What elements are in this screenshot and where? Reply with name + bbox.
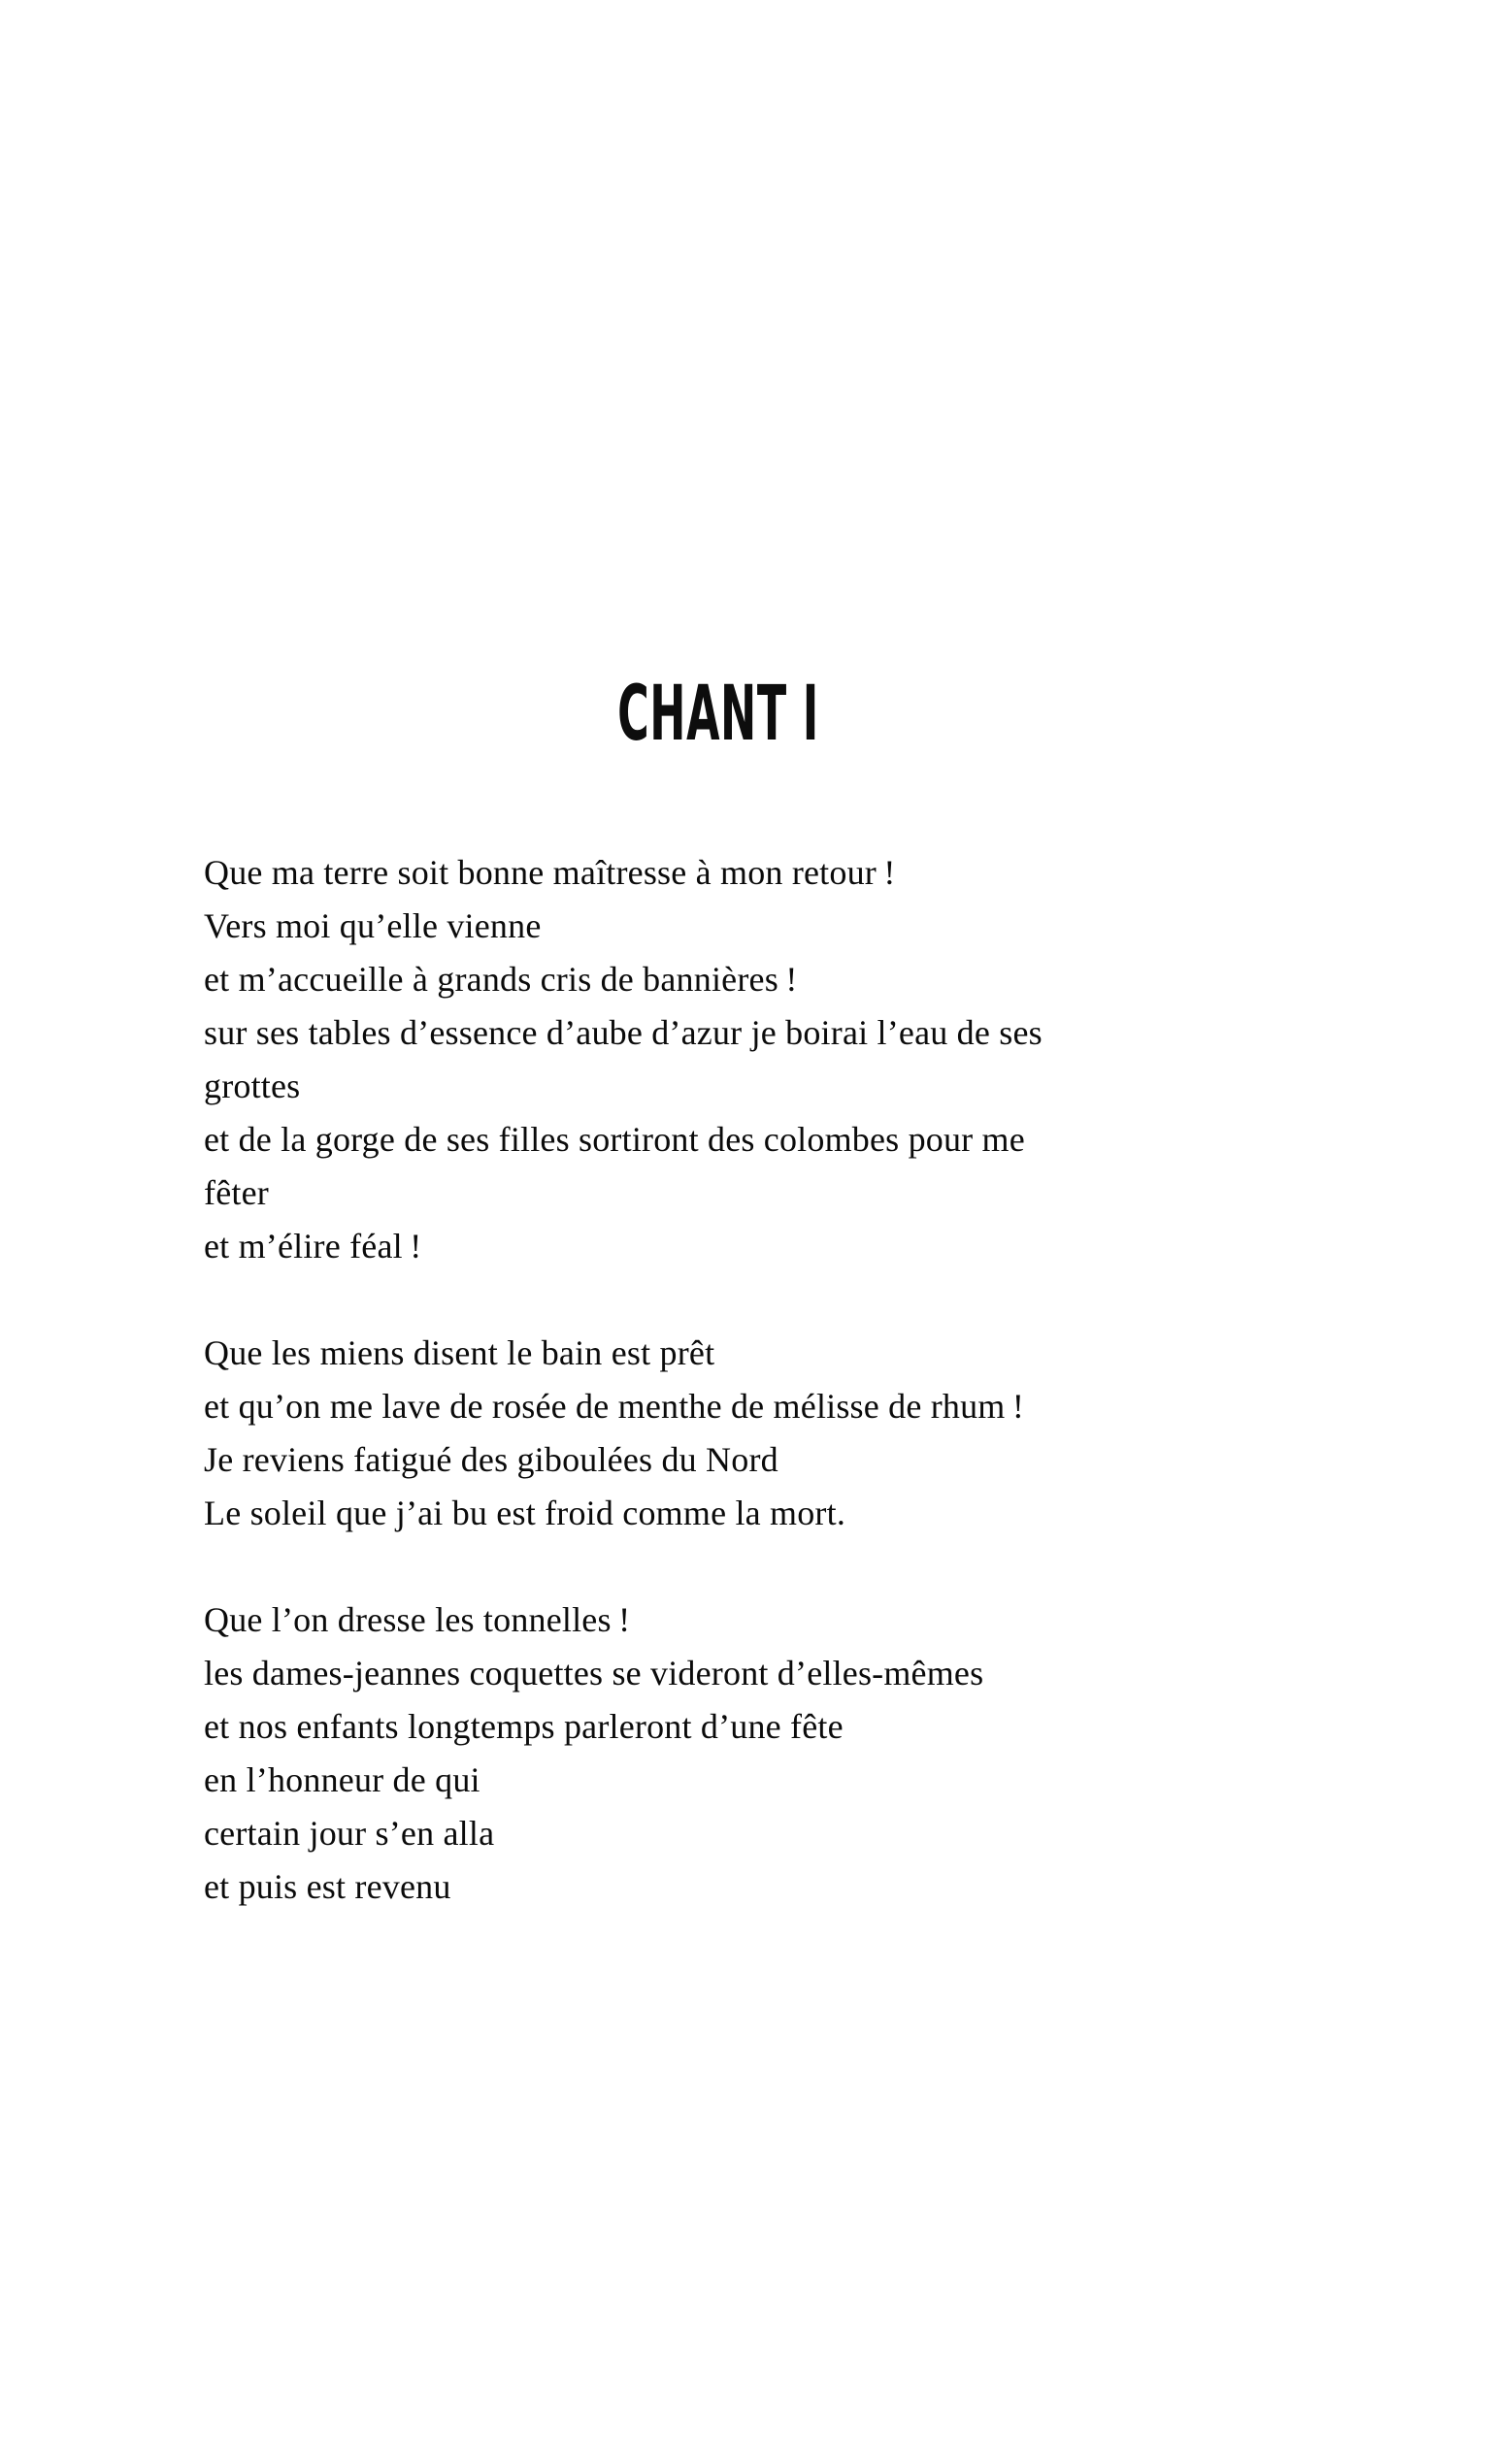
poem-line: Que ma terre soit bonne maîtresse à mon retour ! (204, 853, 896, 892)
poem-line: et m’élire féal ! (204, 1227, 422, 1265)
poem-line: Que les miens disent le bain est prêt (204, 1333, 715, 1372)
poem-line: et puis est revenu (204, 1867, 451, 1906)
stanza-3 (204, 1593, 1281, 1914)
poem-line: Vers moi qu’elle vienne (204, 906, 542, 945)
chapter-title: CHANT I (617, 671, 819, 758)
poem-line: et nos enfants longtemps parleront d’une fête (204, 1707, 844, 1746)
poem-line: et de la gorge de ses filles sortiront des colombes pour me (204, 1120, 1025, 1159)
poem-line: et qu’on me lave de rosée de menthe de mélisse de rhum ! (204, 1387, 1025, 1426)
poem-line: sur ses tables d’essence d’aube d’azur je boirai l’eau de ses (204, 1013, 1043, 1052)
poem-body (204, 846, 1281, 1914)
poem-line: certain jour s’en alla (204, 1814, 495, 1853)
poem-line: Le soleil que j’ai bu est froid comme la mort. (204, 1494, 846, 1532)
poem-line: grottes (204, 1067, 301, 1105)
poem-line: et m’accueille à grands cris de bannières ! (204, 960, 798, 999)
poem-line: en l’honneur de qui (204, 1760, 480, 1799)
poem-line: Que l’on dresse les tonnelles ! (204, 1600, 631, 1639)
stanza-2 (204, 1327, 1281, 1540)
poem-line: fêter (204, 1173, 269, 1212)
poem-line: Je reviens fatigué des giboulées du Nord (204, 1440, 778, 1479)
poem-line: les dames-jeannes coquettes se videront d’elles-mêmes (204, 1654, 984, 1692)
stanza-1 (204, 846, 1281, 1273)
